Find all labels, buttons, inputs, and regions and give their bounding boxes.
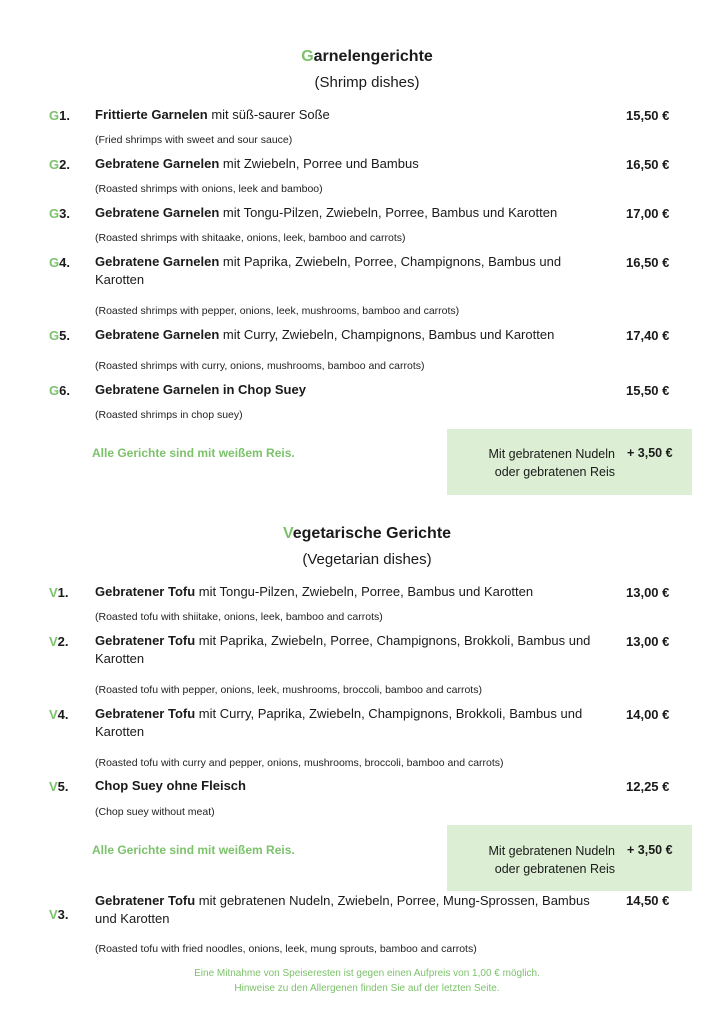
item-price: 13,00 € [626,585,670,600]
item-price: 14,50 € [626,893,670,908]
section-subtitle-shrimp: (Shrimp dishes) [314,74,420,91]
section-subtitle-vegetarian: (Vegetarian dishes) [302,551,432,568]
side-option-text: Mit gebratenen Nudeln oder gebratenen Reis [488,844,615,876]
item-code: G4. [49,255,70,270]
item-name: Gebratener Tofu mit Curry, Paprika, Zwiebeln, Champignons, Brokkoli, Bambus und Karotten [95,706,583,739]
item-code: G1. [49,108,70,123]
item-description: (Roasted tofu with shiitake, onions, leek, bamboo and carrots) [95,611,383,623]
item-price: 14,00 € [626,707,670,722]
item-code: G5. [49,328,70,343]
item-name: Chop Suey ohne Fleisch [95,778,246,793]
rice-note: Alle Gerichte sind mit weißem Reis. [92,843,295,857]
item-code: G3. [49,206,70,221]
item-name: Gebratene Garnelen mit Zwiebeln, Porree und Bambus [95,156,419,171]
item-code: V4. [49,707,69,722]
item-description: (Roasted shrimps in chop suey) [95,409,243,421]
item-description: (Chop suey without meat) [95,806,215,818]
item-description: (Roasted shrimps with shitaake, onions, leek, bamboo and carrots) [95,232,406,244]
footer-allergen-note: Hinweise zu den Allergenen finden Sie auf der letzten Seite. [234,983,500,994]
item-code: V3. [49,907,69,922]
item-code: V1. [49,585,69,600]
rice-note: Alle Gerichte sind mit weißem Reis. [92,446,295,460]
item-description: (Fried shrimps with sweet and sour sauce) [95,134,293,146]
item-description: (Roasted tofu with pepper, onions, leek, mushrooms, broccoli, bamboo and carrots) [95,684,482,696]
section-title-shrimp: Garnelengerichte [301,48,433,65]
side-option-price: + 3,50 € [627,446,673,460]
item-price: 17,00 € [626,206,670,221]
side-option-price: + 3,50 € [627,843,673,857]
item-description: (Roasted shrimps with onions, leek and bamboo) [95,183,323,195]
item-price: 13,00 € [626,634,670,649]
item-name: Gebratener Tofu mit Paprika, Zwiebeln, Porree, Champignons, Brokkoli, Bambus und Karotten [95,633,591,666]
item-name: Gebratene Garnelen mit Tongu-Pilzen, Zwiebeln, Porree, Bambus und Karotten [95,205,558,220]
item-price: 12,25 € [626,779,670,794]
item-price: 15,50 € [626,383,670,398]
section-title-vegetarian: Vegetarische Gerichte [282,525,452,542]
item-description: (Roasted tofu with fried noodles, onions, leek, mung sprouts, bamboo and carrots) [95,943,477,955]
footer-leftovers-note: Eine Mitnahme von Speiseresten ist gegen einen Aufpreis von 1,00 € möglich. [194,968,540,979]
item-description: (Roasted tofu with curry and pepper, onions, mushrooms, broccoli, bamboo and carrots) [95,757,504,769]
item-code: V5. [49,779,69,794]
item-description: (Roasted shrimps with pepper, onions, leek, mushrooms, bamboo and carrots) [95,305,460,317]
item-name: Gebratener Tofu mit Tongu-Pilzen, Zwiebeln, Porree, Bambus und Karotten [95,584,534,599]
item-description: (Roasted shrimps with curry, onions, mushrooms, bamboo and carrots) [95,360,425,372]
footer-notes [0,966,724,996]
item-name: Gebratene Garnelen mit Paprika, Zwiebeln, Porree, Champignons, Bambus und Karotten [95,254,562,287]
item-code: G2. [49,157,70,172]
item-price: 16,50 € [626,255,670,270]
item-price: 16,50 € [626,157,670,172]
item-name: Gebratene Garnelen in Chop Suey [95,382,306,397]
side-option-text: Mit gebratenen Nudeln oder gebratenen Reis [488,447,615,479]
item-name: Gebratener Tofu mit gebratenen Nudeln, Zwiebeln, Porree, Mung-Sprossen, Bambus und Karotten [95,893,590,926]
item-price: 15,50 € [626,108,670,123]
item-code: G6. [49,383,70,398]
item-code: V2. [49,634,69,649]
item-name: Frittierte Garnelen mit süß-saurer Soße [95,107,330,122]
item-price: 17,40 € [626,328,670,343]
item-name: Gebratene Garnelen mit Curry, Zwiebeln, Champignons, Bambus und Karotten [95,327,555,342]
